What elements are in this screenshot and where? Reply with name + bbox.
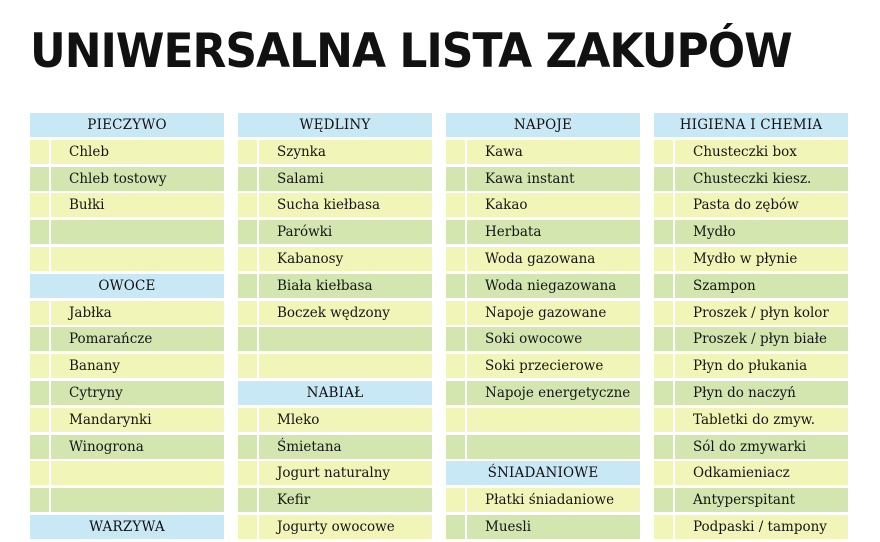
list-item-label: Biała kiełbasa bbox=[277, 277, 373, 294]
list-item-label: Jogurt naturalny bbox=[277, 465, 391, 482]
list-item[interactable] bbox=[238, 140, 432, 164]
checkbox[interactable] bbox=[30, 167, 51, 191]
checkbox[interactable] bbox=[446, 515, 467, 539]
checkbox[interactable] bbox=[238, 247, 259, 271]
checkbox[interactable] bbox=[446, 167, 467, 191]
list-item-label: Mleko bbox=[277, 411, 320, 428]
list-item[interactable] bbox=[30, 220, 224, 244]
list-item-label: Herbata bbox=[485, 224, 542, 241]
list-item[interactable] bbox=[654, 247, 848, 271]
list-item[interactable] bbox=[238, 274, 432, 298]
checkbox[interactable] bbox=[654, 327, 675, 351]
checkbox[interactable] bbox=[30, 140, 51, 164]
checkbox[interactable] bbox=[654, 354, 675, 378]
checkbox[interactable] bbox=[446, 488, 467, 512]
checkbox[interactable] bbox=[30, 301, 51, 325]
list-item[interactable] bbox=[238, 354, 432, 378]
list-item-label: Muesli bbox=[485, 518, 532, 535]
checkbox[interactable] bbox=[654, 247, 675, 271]
list-item[interactable] bbox=[654, 327, 848, 351]
checkbox[interactable] bbox=[654, 301, 675, 325]
list-item[interactable] bbox=[654, 193, 848, 217]
list-item[interactable] bbox=[446, 193, 640, 217]
section-header: NABIAŁ bbox=[238, 381, 432, 405]
checkbox[interactable] bbox=[446, 301, 467, 325]
list-item-label: Kefir bbox=[277, 492, 311, 509]
checkbox[interactable] bbox=[654, 381, 675, 405]
list-item-label: Mydło w płynie bbox=[693, 250, 798, 267]
list-item[interactable] bbox=[238, 167, 432, 191]
section-header: NAPOJE bbox=[446, 113, 640, 137]
checkbox[interactable] bbox=[446, 354, 467, 378]
list-item-label: Mandarynki bbox=[69, 411, 152, 428]
list-item-label: Mydło bbox=[693, 224, 736, 241]
list-item[interactable] bbox=[654, 167, 848, 191]
checkbox[interactable] bbox=[30, 193, 51, 217]
list-item-label: Napoje gazowane bbox=[485, 304, 607, 321]
list-item[interactable] bbox=[446, 274, 640, 298]
list-item-label: Proszek / płyn kolor bbox=[693, 304, 829, 321]
list-item-label: Kabanosy bbox=[277, 250, 344, 267]
list-item-label: Chleb bbox=[69, 143, 109, 160]
list-item[interactable] bbox=[238, 247, 432, 271]
list-item[interactable] bbox=[30, 381, 224, 405]
list-item[interactable] bbox=[446, 327, 640, 351]
list-item-label: Chleb tostowy bbox=[69, 170, 167, 187]
list-item[interactable] bbox=[30, 354, 224, 378]
list-item-label: Antyperspitant bbox=[693, 492, 796, 509]
list-item[interactable] bbox=[30, 301, 224, 325]
checkbox[interactable] bbox=[446, 220, 467, 244]
list-item[interactable] bbox=[30, 488, 224, 512]
checkbox[interactable] bbox=[30, 488, 51, 512]
checkbox[interactable] bbox=[30, 461, 51, 485]
checkbox[interactable] bbox=[446, 381, 467, 405]
checkbox[interactable] bbox=[446, 327, 467, 351]
list-item-label: Salami bbox=[277, 170, 324, 187]
section-header: OWOCE bbox=[30, 274, 224, 298]
checkbox[interactable] bbox=[446, 247, 467, 271]
list-item-label: Tabletki do zmyw. bbox=[693, 411, 816, 428]
list-item[interactable] bbox=[238, 515, 432, 539]
list-item-label: Parówki bbox=[277, 224, 333, 241]
checkbox[interactable] bbox=[30, 247, 51, 271]
list-item[interactable] bbox=[654, 274, 848, 298]
checkbox[interactable] bbox=[238, 408, 259, 432]
checkbox[interactable] bbox=[238, 301, 259, 325]
list-item[interactable] bbox=[238, 193, 432, 217]
list-item-label: Pasta do zębów bbox=[693, 197, 799, 214]
list-item[interactable] bbox=[30, 408, 224, 432]
list-item-label: Proszek / płyn białe bbox=[693, 331, 828, 348]
list-item-label: Podpaski / tampony bbox=[693, 518, 827, 535]
checkbox[interactable] bbox=[238, 140, 259, 164]
checkbox[interactable] bbox=[30, 408, 51, 432]
list-item-label: Bułki bbox=[69, 197, 105, 214]
list-item[interactable] bbox=[446, 381, 640, 405]
checkbox[interactable] bbox=[30, 381, 51, 405]
list-item-label: Kawa bbox=[485, 143, 523, 160]
checkbox[interactable] bbox=[238, 327, 259, 351]
list-item-label: Śmietana bbox=[277, 438, 342, 455]
list-item-label: Jabłka bbox=[69, 304, 112, 321]
list-item[interactable] bbox=[238, 301, 432, 325]
list-item[interactable] bbox=[30, 247, 224, 271]
checkbox[interactable] bbox=[238, 220, 259, 244]
list-item[interactable] bbox=[446, 301, 640, 325]
list-item[interactable] bbox=[654, 488, 848, 512]
list-item[interactable] bbox=[238, 435, 432, 459]
list-item[interactable] bbox=[30, 167, 224, 191]
checkbox[interactable] bbox=[238, 274, 259, 298]
list-item[interactable] bbox=[654, 220, 848, 244]
list-item-label: Płatki śniadaniowe bbox=[485, 492, 615, 509]
list-item[interactable] bbox=[654, 301, 848, 325]
list-item[interactable] bbox=[238, 461, 432, 485]
checkbox[interactable] bbox=[238, 354, 259, 378]
list-item[interactable] bbox=[446, 220, 640, 244]
list-item-label: Boczek wędzony bbox=[277, 304, 390, 321]
list-item[interactable] bbox=[238, 327, 432, 351]
checkbox[interactable] bbox=[654, 274, 675, 298]
list-item-label: Kawa instant bbox=[485, 170, 575, 187]
checkbox[interactable] bbox=[238, 461, 259, 485]
list-item[interactable] bbox=[654, 381, 848, 405]
checkbox[interactable] bbox=[654, 408, 675, 432]
list-item[interactable] bbox=[446, 167, 640, 191]
list-item[interactable] bbox=[446, 488, 640, 512]
checkbox[interactable] bbox=[654, 193, 675, 217]
list-item[interactable] bbox=[30, 140, 224, 164]
list-item[interactable] bbox=[446, 354, 640, 378]
list-item-label: Napoje energetyczne bbox=[485, 384, 631, 401]
list-item-label: Jogurty owocowe bbox=[277, 518, 395, 535]
list-item-label: Pomarańcze bbox=[69, 331, 153, 348]
list-item[interactable] bbox=[238, 408, 432, 432]
list-item[interactable] bbox=[30, 193, 224, 217]
checkbox[interactable] bbox=[654, 220, 675, 244]
checkbox[interactable] bbox=[238, 515, 259, 539]
list-item[interactable] bbox=[446, 140, 640, 164]
list-item[interactable] bbox=[446, 247, 640, 271]
checkbox[interactable] bbox=[30, 354, 51, 378]
checkbox[interactable] bbox=[446, 274, 467, 298]
checkbox[interactable] bbox=[654, 140, 675, 164]
list-item[interactable] bbox=[654, 515, 848, 539]
list-item[interactable] bbox=[30, 461, 224, 485]
list-item-label: Odkamieniacz bbox=[693, 465, 790, 482]
section-header: PIECZYWO bbox=[30, 113, 224, 137]
list-item[interactable] bbox=[446, 515, 640, 539]
checkbox[interactable] bbox=[30, 327, 51, 351]
list-item[interactable] bbox=[446, 435, 640, 459]
list-item-label: Szynka bbox=[277, 143, 326, 160]
checkbox[interactable] bbox=[654, 167, 675, 191]
list-item-label: Płyn do naczyń bbox=[693, 384, 796, 401]
list-item[interactable] bbox=[654, 435, 848, 459]
list-item[interactable] bbox=[30, 435, 224, 459]
list-item-label: Banany bbox=[69, 358, 121, 375]
checkbox[interactable] bbox=[30, 220, 51, 244]
list-item[interactable] bbox=[30, 327, 224, 351]
list-item[interactable] bbox=[654, 354, 848, 378]
list-item-label: Płyn do płukania bbox=[693, 358, 808, 375]
column-napoje-sniadaniowe bbox=[446, 113, 640, 542]
list-item-label: Chusteczki kiesz. bbox=[693, 170, 812, 187]
checkbox[interactable] bbox=[446, 408, 467, 432]
checkbox[interactable] bbox=[238, 167, 259, 191]
list-item-label: Woda gazowana bbox=[485, 250, 596, 267]
section-header: WĘDLINY bbox=[238, 113, 432, 137]
list-item-label: Szampon bbox=[693, 277, 756, 294]
checkbox[interactable] bbox=[446, 435, 467, 459]
column-pieczywo-owoce-warzywa bbox=[30, 113, 224, 542]
list-item-label: Winogrona bbox=[69, 438, 144, 455]
list-item[interactable] bbox=[446, 408, 640, 432]
list-item[interactable] bbox=[238, 488, 432, 512]
section-header: HIGIENA I CHEMIA bbox=[654, 113, 848, 137]
list-item-label: Chusteczki box bbox=[693, 143, 797, 160]
list-item[interactable] bbox=[654, 408, 848, 432]
checkbox[interactable] bbox=[654, 461, 675, 485]
checkbox[interactable] bbox=[654, 488, 675, 512]
checkbox[interactable] bbox=[238, 193, 259, 217]
section-header: WARZYWA bbox=[30, 515, 224, 539]
checkbox[interactable] bbox=[446, 193, 467, 217]
checkbox[interactable] bbox=[30, 435, 51, 459]
list-item[interactable] bbox=[654, 140, 848, 164]
list-item-label: Soki owocowe bbox=[485, 331, 583, 348]
checkbox[interactable] bbox=[654, 435, 675, 459]
list-item[interactable] bbox=[654, 461, 848, 485]
list-item-label: Sucha kiełbasa bbox=[277, 197, 381, 214]
checkbox[interactable] bbox=[654, 515, 675, 539]
checkbox[interactable] bbox=[238, 488, 259, 512]
section-header: ŚNIADANIOWE bbox=[446, 461, 640, 485]
checkbox[interactable] bbox=[238, 435, 259, 459]
list-item-label: Cytryny bbox=[69, 384, 123, 401]
list-item-label: Sól do zmywarki bbox=[693, 438, 807, 455]
list-item[interactable] bbox=[238, 220, 432, 244]
column-wedliny-nabial bbox=[238, 113, 432, 542]
list-item-label: Soki przecierowe bbox=[485, 358, 604, 375]
page-title: UNIWERSALNA LISTA ZAKUPÓW bbox=[30, 23, 792, 79]
checkbox[interactable] bbox=[446, 140, 467, 164]
list-item-label: Woda niegazowana bbox=[485, 277, 617, 294]
column-higiena-i-chemia bbox=[654, 113, 848, 542]
list-item-label: Kakao bbox=[485, 197, 528, 214]
